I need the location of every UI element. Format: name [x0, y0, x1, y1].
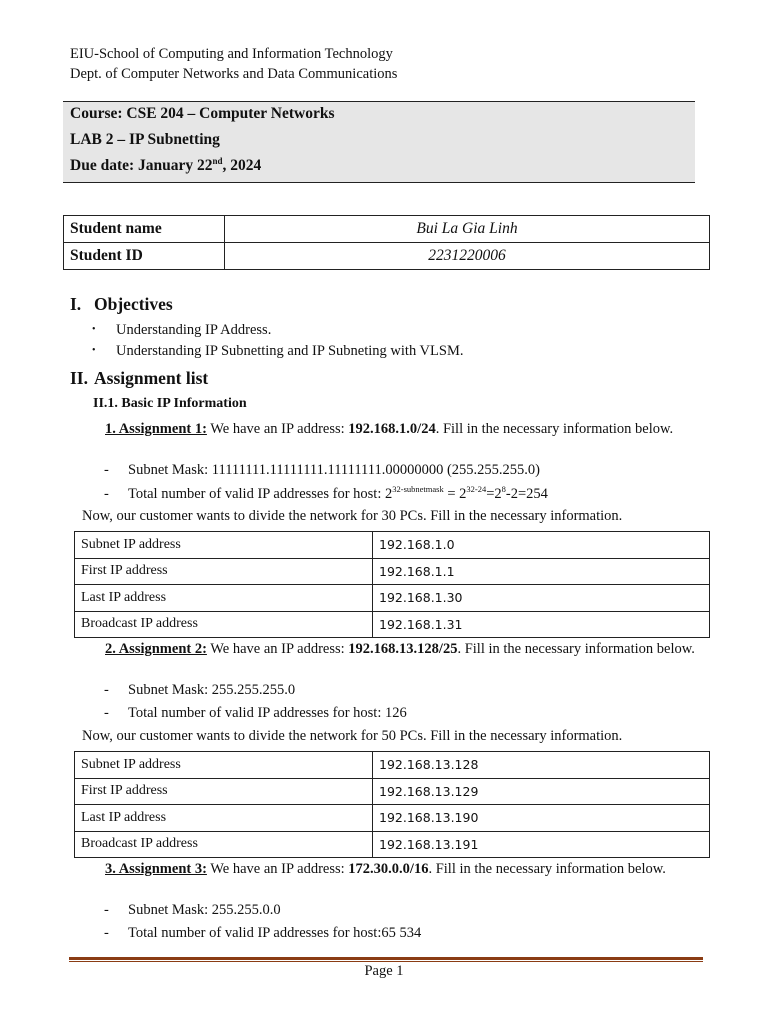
table-row: Subnet IP address 192.168.13.128 — [75, 752, 710, 779]
list-item: • Understanding IP Subnetting and IP Subneting with VLSM. — [92, 343, 464, 359]
student-id-label: Student ID — [64, 243, 225, 270]
assignment-1-hosts: - Total number of valid IP addresses for host: $2^{32-subnetmask} = 2^{32-24}=2^8-2=254$ — [104, 484, 548, 502]
student-info-table — [63, 215, 710, 270]
table-row — [64, 243, 710, 270]
document-header — [70, 44, 397, 84]
table-row: Broadcast IP address 192.168.1.31 — [75, 611, 710, 638]
table-row: First IP address 192.168.13.129 — [75, 778, 710, 805]
student-id-value: 2231220006 — [225, 243, 710, 270]
department-name: Dept. of Computer Networks and Data Communications — [70, 66, 398, 82]
assignment-2-hosts: - Total number of valid IP addresses for host: 126 — [104, 705, 407, 721]
table-row: First IP address 192.168.1.1 — [75, 558, 710, 585]
course-title: Course: CSE 204 – Computer Networks — [70, 105, 335, 122]
section-heading-objectives: I. Objectives — [70, 294, 173, 314]
table-row: Subnet IP address 192.168.1.0 — [75, 532, 710, 559]
assignment-2-intro: Now, our customer wants to divide the network for 50 PCs. Fill in the necessary information. — [82, 728, 623, 744]
lab-title: LAB 2 – IP Subnetting — [70, 131, 220, 148]
student-name-label: Student name — [64, 216, 225, 243]
table-row: Last IP address 192.168.1.30 — [75, 585, 710, 612]
table-row: Last IP address 192.168.13.190 — [75, 805, 710, 832]
footer-rule-thin — [69, 961, 703, 962]
subsection-heading: II.1. Basic IP Information — [93, 396, 247, 411]
assignment-1-table — [74, 531, 710, 638]
due-date: Due date: January 22nd, 2024 — [70, 156, 262, 175]
page-number: Page 1 — [364, 963, 404, 979]
school-name: EIU-School of Computing and Information Technology — [70, 46, 393, 62]
course-info-box — [63, 101, 695, 183]
bullet-icon: • — [92, 345, 96, 356]
assignment-1-mask: - Subnet Mask: 11111111.11111111.11111111.00000000 (255.255.255.0) — [104, 462, 541, 478]
assignment-1-intro: Now, our customer wants to divide the network for 30 PCs. Fill in the necessary information. — [82, 508, 623, 524]
table-row — [64, 216, 710, 243]
assignment-2-text: 2. Assignment 2: We have an IP address: 192.168.13.128/25. Fill in the necessary information below. — [105, 641, 695, 657]
assignment-3-text: 3. Assignment 3: We have an IP address: 172.30.0.0/16. Fill in the necessary information below. — [105, 861, 666, 877]
list-item: • Understanding IP Address. — [92, 322, 272, 338]
assignment-1-text: 1. Assignment 1: We have an IP address: 192.168.1.0/24. Fill in the necessary information below. — [105, 421, 674, 437]
assignment-2-table — [74, 751, 710, 858]
student-name-value: Bui La Gia Linh — [225, 216, 710, 243]
assignment-3-hosts: - Total number of valid IP addresses for host:65 534 — [104, 925, 422, 941]
bullet-icon: • — [92, 324, 96, 335]
assignment-2-mask: - Subnet Mask: 255.255.255.0 — [104, 682, 296, 698]
table-row: Broadcast IP address 192.168.13.191 — [75, 831, 710, 858]
section-heading-assignments: II. Assignment list — [70, 368, 209, 388]
assignment-3-mask: - Subnet Mask: 255.255.0.0 — [104, 902, 281, 918]
footer-rule — [69, 957, 703, 960]
